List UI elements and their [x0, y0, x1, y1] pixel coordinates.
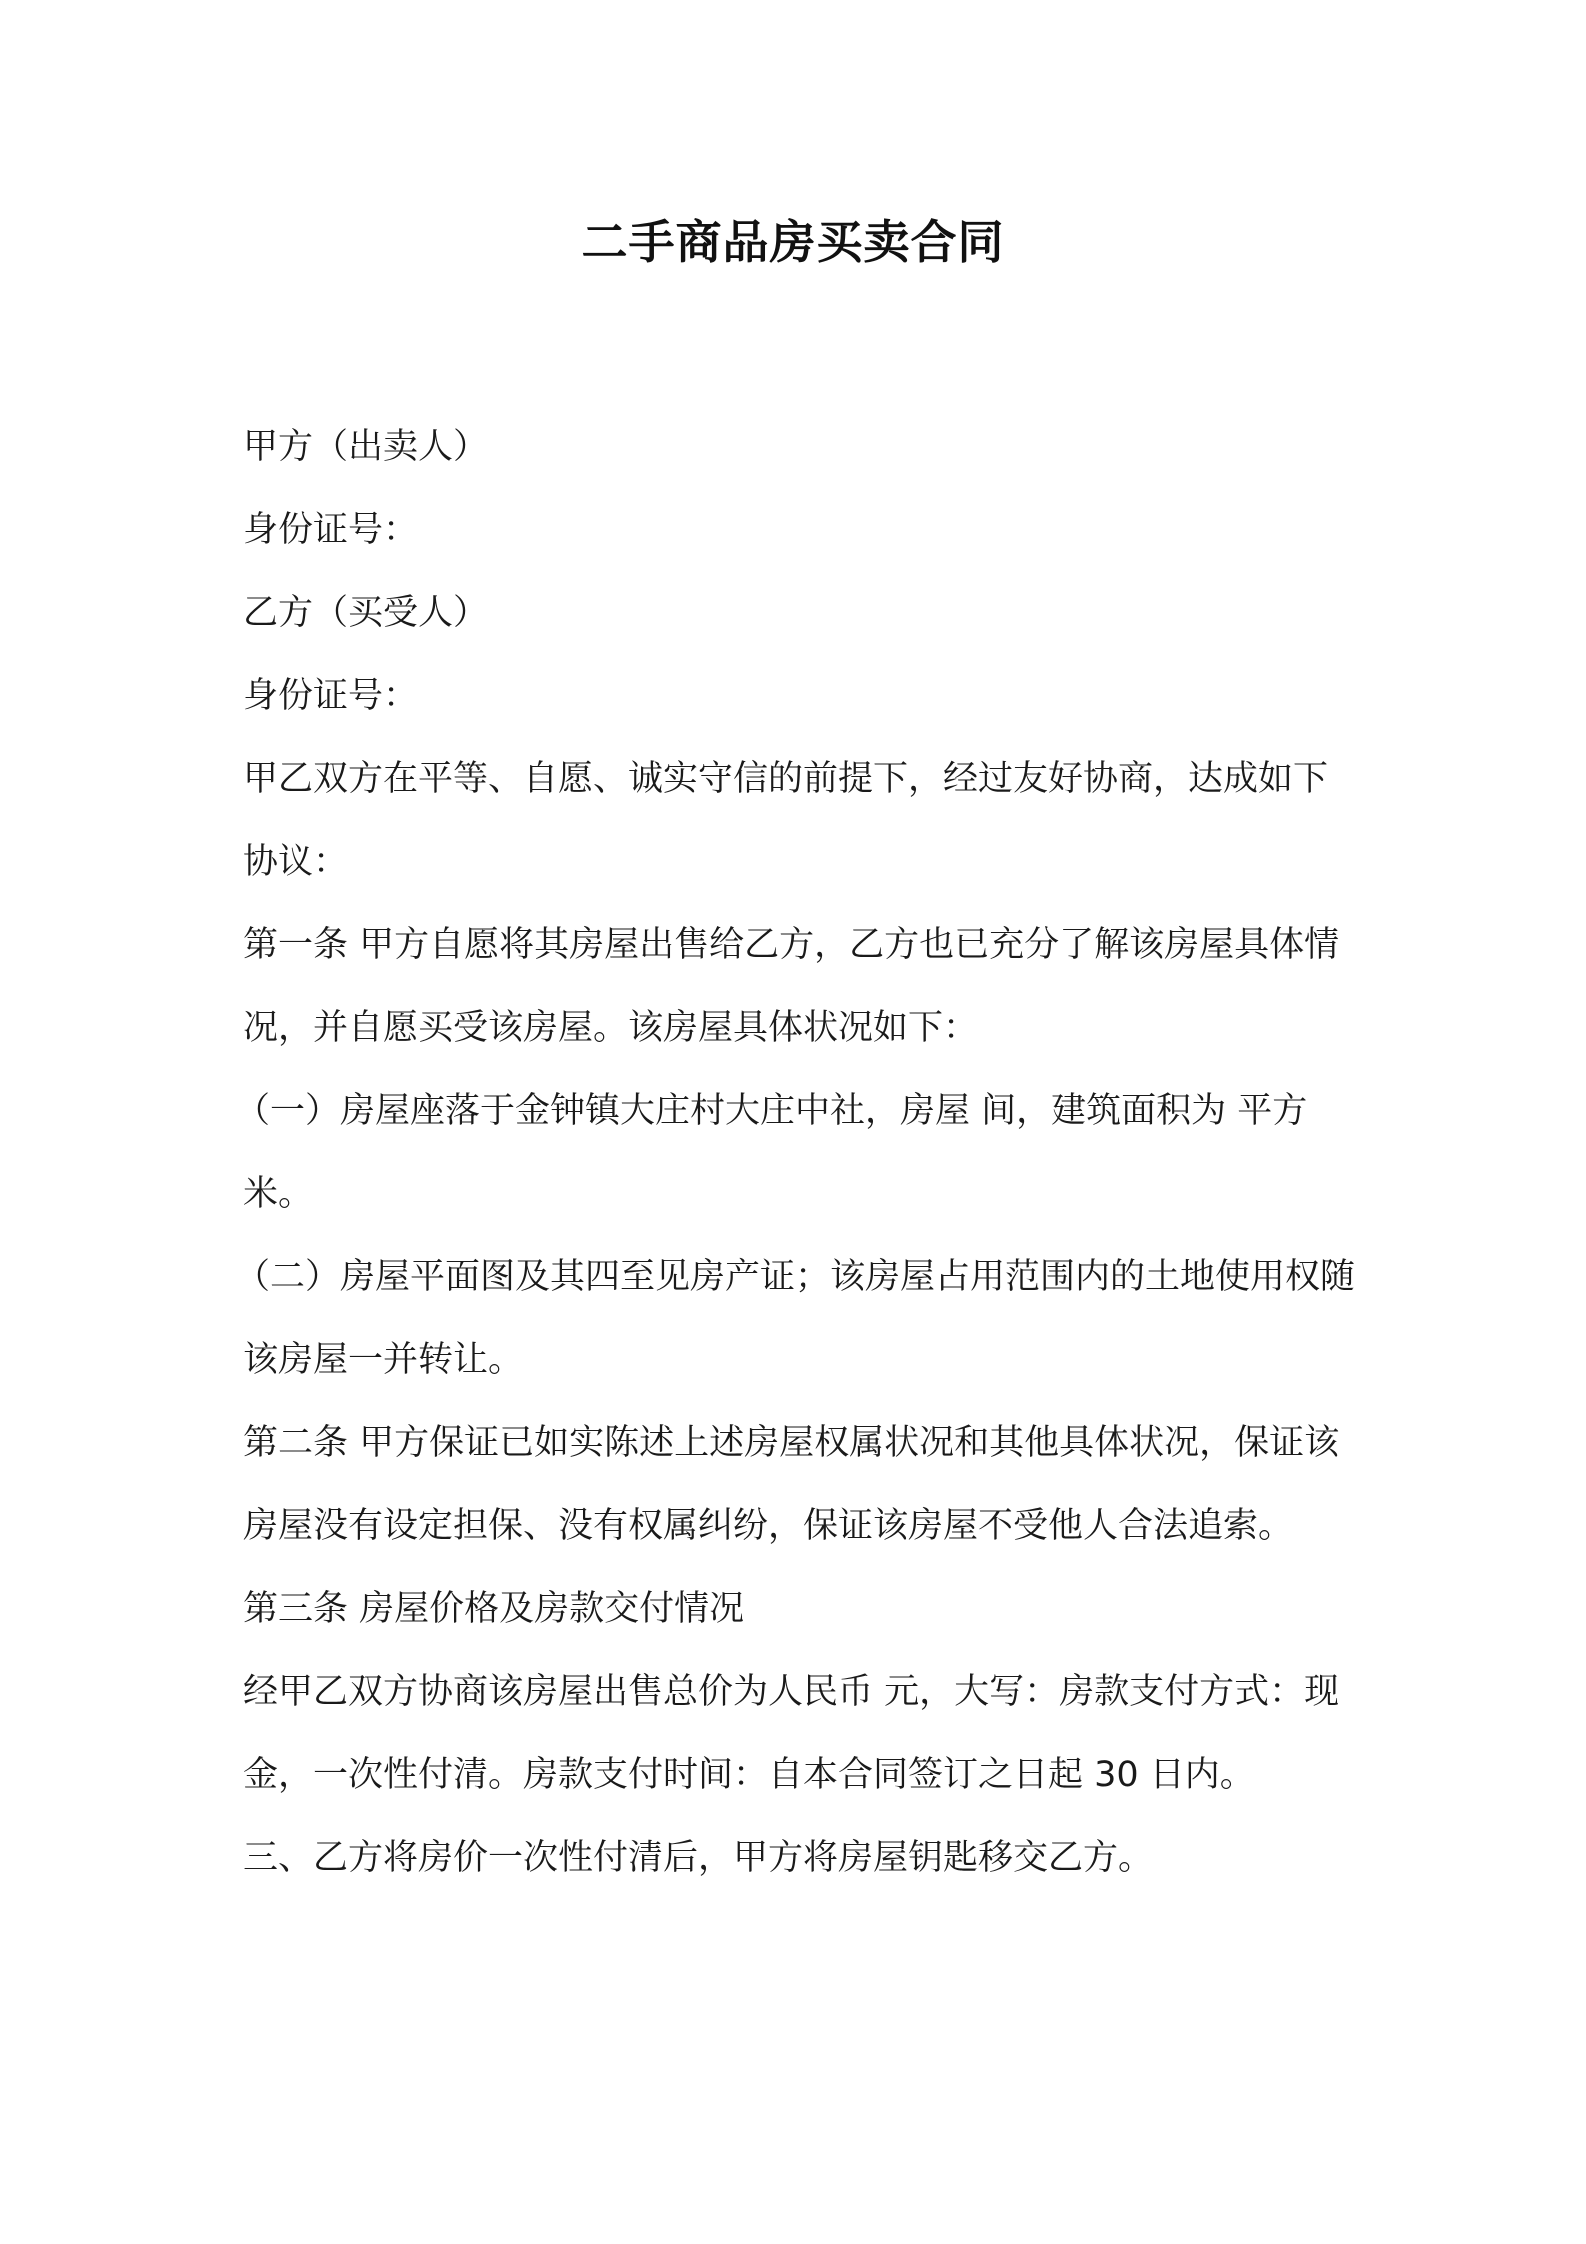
preamble-paragraph: 甲乙双方在平等、自愿、诚实守信的前提下，经过友好协商，达成如下协议： [243, 759, 1329, 882]
party-b-label: 乙方（买受人） [243, 593, 489, 633]
party-b-id-label: 身份证号： [243, 676, 419, 716]
article-one-item-one: （一）房屋座落于金钟镇大庄村大庄中社，房屋 间，建筑面积为 平方米。 [235, 1091, 1308, 1214]
article-one-paragraph: 第一条 甲方自愿将其房屋出售给乙方，乙方也已充分了解该房屋具体情况，并自愿买受该房屋。该房屋具体状况如下： [243, 925, 1340, 1048]
article-one-item-two: （二）房屋平面图及其四至见房产证；该房屋占用范围内的土地使用权随该房屋一并转让。 [235, 1257, 1356, 1380]
key-handover-paragraph: 三、乙方将房价一次性付清后，甲方将房屋钥匙移交乙方。 [243, 1838, 1154, 1878]
party-a-id-label: 身份证号： [243, 510, 419, 550]
document-body [235, 406, 1356, 1900]
document-title: 二手商品房买卖合同 [581, 215, 1005, 269]
party-a-label: 甲方（出卖人） [243, 427, 489, 467]
article-three-heading: 第三条 房屋价格及房款交付情况 [243, 1589, 745, 1629]
price-payment-paragraph: 经甲乙双方协商该房屋出售总价为人民币 元，大写：房款支付方式：现金，一次性付清。房款支付时间：自本合同签订之日起 30 日内。 [243, 1672, 1340, 1795]
article-two-paragraph: 第二条 甲方保证已如实陈述上述房屋权属状况和其他具体状况，保证该房屋没有设定担保、没有权属纠纷，保证该房屋不受他人合法追索。 [243, 1423, 1340, 1546]
